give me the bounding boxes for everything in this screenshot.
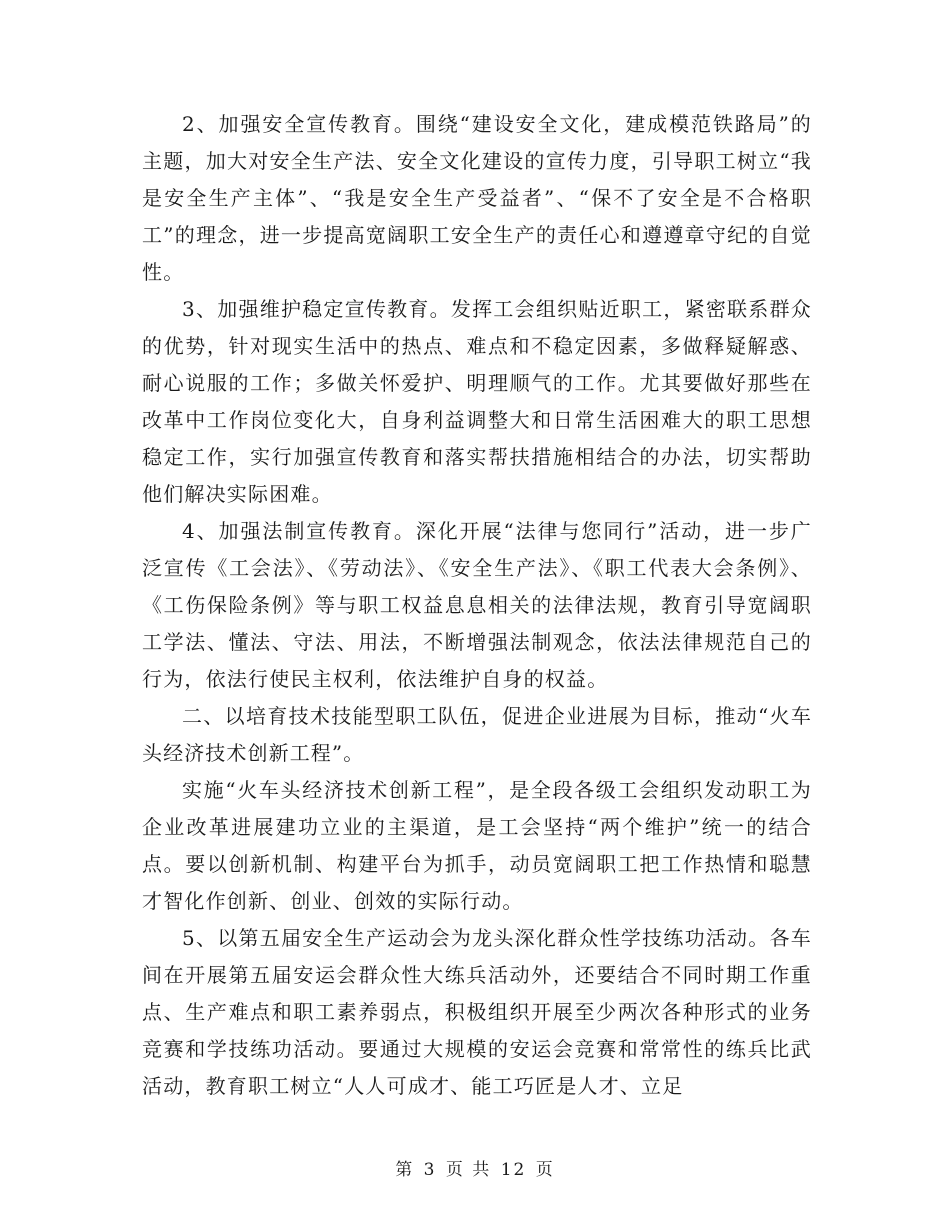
paragraph-stability-education: 3、加强维护稳定宣传教育。发挥工会组织贴近职工，紧密联系群众的优势，针对现实生活中的热点、难点和不稳定因素，多做释疑解惑、耐心说服的工作；多做关怀爱护、明理顺气的工作。尤其要做好那些在改革中工作岗位变化大，自身利益调整大和日常生活困难大的职工思想稳定工作，实行加强宣传教育和落实帮扶措施相结合的办法，切实帮助他们解决实际困难。 bbox=[142, 297, 812, 506]
paragraph-innovation-project: 实施“火车头经济技术创新工程”，是全段各级工会组织发动职工为企业改革进展建功立业的主渠道，是工会坚持“两个维护”统一的结合点。要以创新机制、构建平台为抓手，动员宽阔职工把工作热情和聪慧才智化作创新、创业、创效的实际行动。 bbox=[142, 778, 812, 913]
footer-suffix: 页 bbox=[535, 1160, 555, 1180]
paragraph-sports-meeting: 5、以第五届安全生产运动会为龙头深化群众性学技练功活动。各车间在开展第五届安运会群众性大练兵活动外，还要结合不同时期工作重点、生产难点和职工素养弱点，积极组织开展至少两次各种形式的业务竞赛和学技练功活动。要通过大规模的安运会竞赛和常常性的练兵比武活动，教育职工树立“人人可成才、能工巧匠是人才、立足 bbox=[142, 926, 812, 1098]
footer-middle: 页 共 bbox=[445, 1160, 492, 1180]
paragraph-legal-education: 4、加强法制宣传教育。深化开展“法律与您同行”活动，进一步广泛宣传《工会法》、《劳动法》、《安全生产法》、《职工代表大会条例》、《工伤保险条例》等与职工权益息息相关的法律法规，教育引导宽阔职工学法、懂法、守法、用法，不断增强法制观念，依法法律规范自己的行为，依法行使民主权利，依法维护自身的权益。 bbox=[142, 519, 812, 691]
current-page-number: 3 bbox=[423, 1160, 437, 1180]
document-body bbox=[142, 106, 812, 1105]
footer-prefix: 第 bbox=[395, 1160, 415, 1180]
paragraph-safety-education: 2、加强安全宣传教育。围绕“建设安全文化，建成模范铁路局”的主题，加大对安全生产法、安全文化建设的宣传力度，引导职工树立“我是安全生产主体”、“我是安全生产受益者”、“保不了安全是不合格职工”的理念，进一步提高宽阔职工安全生产的责任心和遵遵章守纪的自觉性。 bbox=[142, 112, 812, 284]
page-footer bbox=[0, 1155, 950, 1180]
section-heading-two: 二、以培育技术技能型职工队伍，促进企业进展为目标，推动“火车头经济技术创新工程”。 bbox=[142, 704, 812, 765]
total-page-count: 12 bbox=[500, 1160, 527, 1180]
